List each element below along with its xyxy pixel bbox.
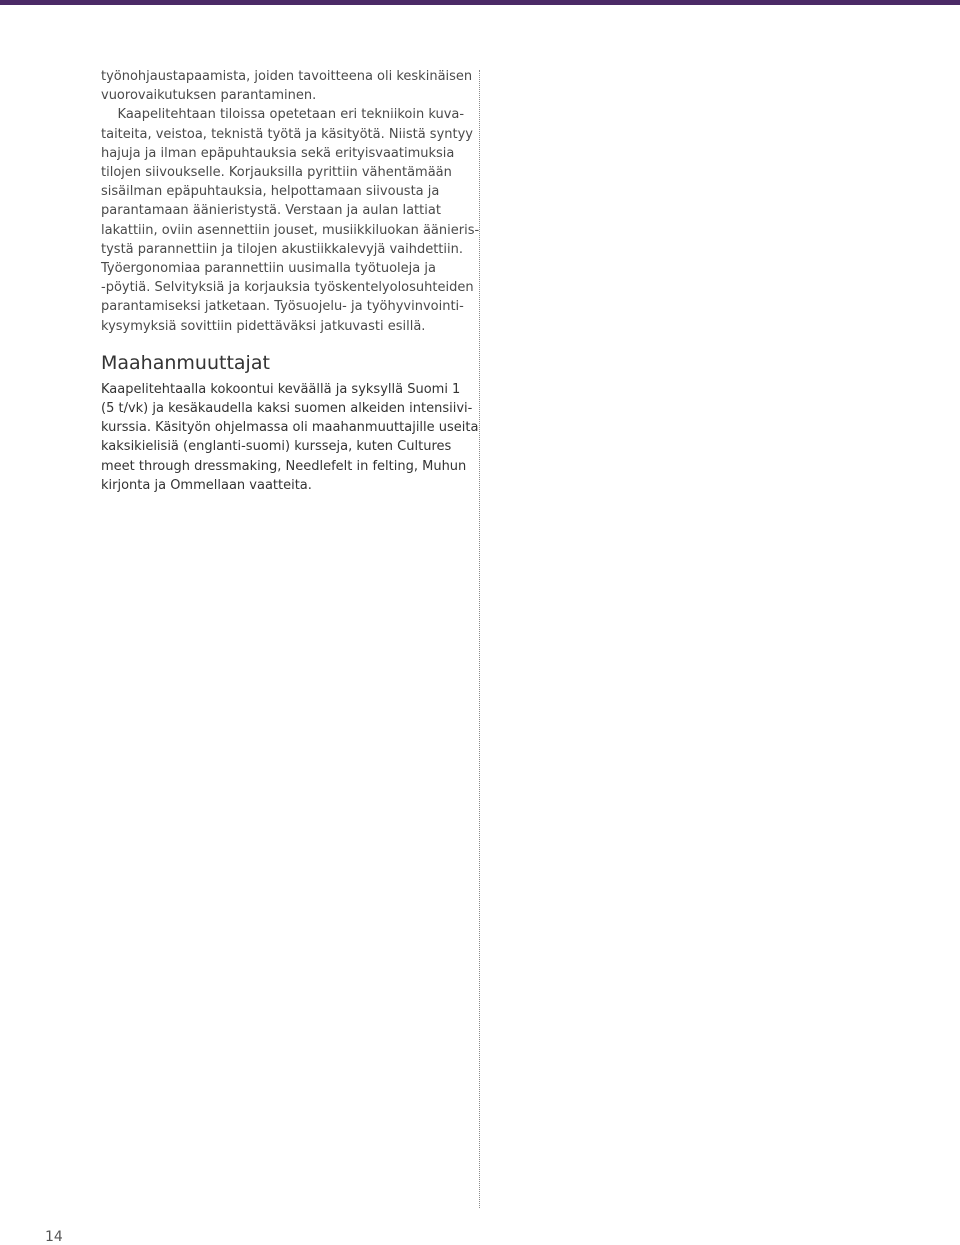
text-line: parantamaan äänieristystä. Verstaan ja aulan lattiat [101,203,441,219]
text-line: kurssia. Käsityön ohjelmassa oli maahanmuuttajille useita [101,420,479,436]
text-line: meet through dressmaking, Needlefelt in felting, Muhun [101,458,467,474]
text-line: (5 t/vk) ja kesäkaudella kaksi suomen alkeiden intensiivi- [101,401,473,417]
text-line: vuorovaikutuksen parantaminen. [101,88,317,104]
text-line: tilojen siivoukselle. Korjauksilla pyrittiin vähentämään [101,165,452,181]
text-line: lakattiin, oviin asennettiin jouset, musiikkiluokan äänieris- [101,222,480,238]
text-line: hajuja ja ilman epäpuhtauksia sekä erityisvaatimuksia [101,145,455,161]
text-line: kirjonta ja Ommellaan vaatteita. [101,477,312,493]
page-number: 14 [45,1229,63,1245]
text-line: -pöytiä. Selvityksiä ja korjauksia työskentelyolosuhteiden [101,280,474,296]
text-line: kysymyksiä sovittiin pidettäväksi jatkuvasti esillä. [101,318,426,334]
paragraph-immigrants [101,380,479,495]
text-line: taiteita, veistoa, teknistä työtä ja käsityötä. Niistä syntyy [101,126,473,142]
text-line: sisäilman epäpuhtauksia, helpottamaan siivousta ja [101,184,440,200]
column-divider [479,70,480,1208]
text-line: työnohjaustapaamista, joiden tavoitteena oli keskinäisen [101,69,473,84]
text-line: parantamiseksi jatketaan. Työsuojelu- ja työhyvinvointi- [101,299,464,315]
top-accent-bar [0,0,960,5]
section-heading: Maahanmuuttajat [101,351,270,374]
text-column [101,67,480,495]
text-line: Kaapelitehtaalla kokoontui keväällä ja syksyllä Suomi 1 [101,381,461,397]
text-line: Kaapelitehtaan tiloissa opetetaan eri tekniikoin kuva- [101,107,465,123]
text-line: kaksikielisiä (englanti-suomi) kursseja, kuten Cultures [101,439,452,455]
text-line: Työergonomiaa parannettiin uusimalla työtuoleja ja [101,261,436,277]
paragraph-work-environment [101,67,480,336]
text-line: tystä parannettiin ja tilojen akustiikkalevyjä vaihdettiin. [101,241,464,257]
